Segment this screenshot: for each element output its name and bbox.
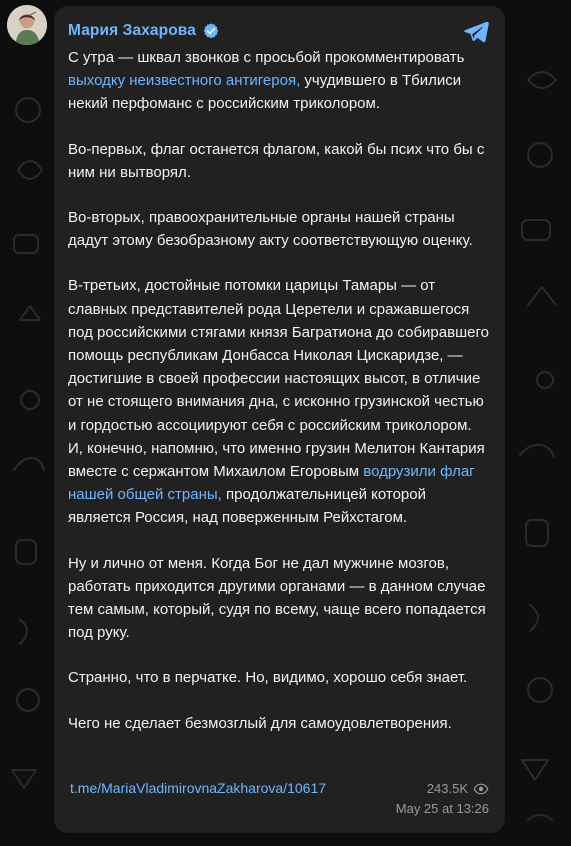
message-footer — [70, 779, 489, 823]
paragraph-1-text-start: С утра — шквал звонков с просьбой прокомментировать — [68, 49, 465, 66]
views-counter — [427, 781, 489, 797]
paragraph-4 — [68, 274, 489, 529]
message-text — [68, 46, 489, 735]
views-count: 243.5K — [426, 781, 468, 796]
post-source-link[interactable]: t.me/MariaVladimirovnaZakharova/10617 — [70, 780, 327, 796]
paragraph-6: Странно, что в перчатке. Но, видимо, хорошо себя знает. — [68, 669, 468, 687]
telegram-plane-icon[interactable] — [462, 18, 489, 45]
paragraph-1 — [68, 46, 489, 116]
paragraph-1-text-end: учудившего в Тбилиси некий перфоманс с российским триколором. — [68, 72, 462, 113]
eye-icon — [473, 781, 489, 797]
antihero-stunt-link[interactable]: выходку неизвестного антигероя, — [68, 72, 301, 90]
paragraph-3: Во-вторых, правоохранительные органы нашей страны дадут этому безобразному акту соответствующую оценку. — [68, 209, 473, 250]
paragraph-2: Во-первых, флаг останется флагом, какой бы псих что бы с ним ни вытворял. — [68, 140, 485, 181]
verified-badge-icon — [202, 22, 220, 40]
paragraph-5: Ну и лично от меня. Когда Бог не дал мужчине мозгов, работать приходится другими органами — в данном случае тем самым, который, судя по всему, чаще всего попадается под руку. — [68, 554, 486, 642]
paragraph-7: Чего не сделает безмозглый для самоудовлетворения. — [68, 714, 452, 732]
flag-raising-link[interactable]: водрузили флаг нашей общей страны, — [68, 463, 475, 504]
author-name[interactable]: Мария Захарова — [68, 22, 196, 39]
message-bubble — [54, 6, 505, 833]
message-header — [68, 19, 489, 43]
paragraph-4-text-start: В-третьих, достойные потомки царицы Тамары — от славных представителей рода Церетели и сражавшегося под российскими стягами князя Багратиона до собиравшего помощь республикам Донбасса Николая Цискаридзе, — достигшие в своей профессии настоящих высот, в отличие от не стоящего внимания дна, с исконно грузинской честью и гордостью ассоциируют себя с российским триколором. И, конечно, напомню, что именно грузин Мелитон Кантария вместе с сержантом Михаилом Егоровым — [68, 277, 489, 481]
avatar-photo — [7, 5, 47, 45]
message-timestamp: May 25 at 13:26 — [395, 801, 489, 816]
avatar[interactable] — [7, 5, 47, 45]
paragraph-4-text-end: продолжательницей которой является Россия, над поверженным Рейхстагом. — [68, 486, 426, 527]
